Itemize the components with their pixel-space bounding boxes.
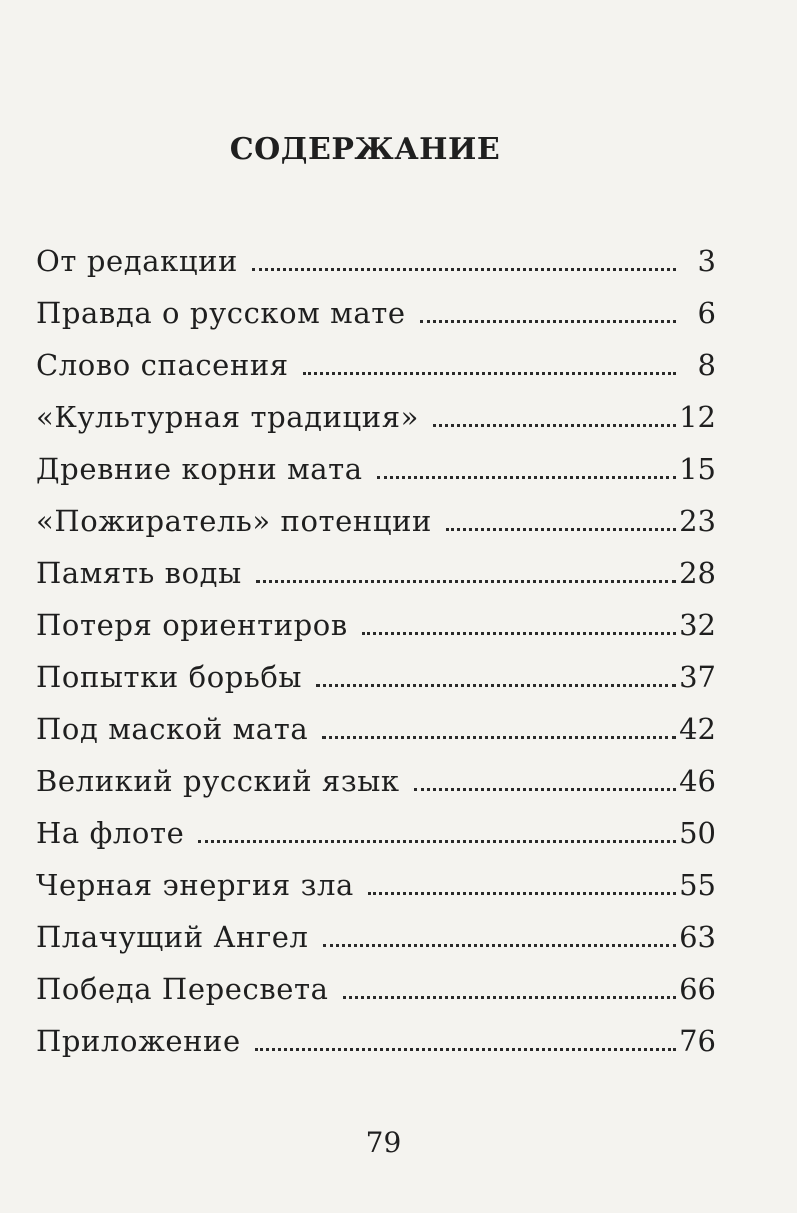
toc-entry-title: Великий русский язык bbox=[36, 764, 400, 798]
toc-entry-page: 12 bbox=[679, 400, 716, 434]
toc-entry-page: 3 bbox=[697, 244, 716, 278]
dot-leader bbox=[433, 424, 676, 427]
toc-entry-title: Черная энергия зла bbox=[36, 868, 354, 902]
toc-entry-page: 8 bbox=[697, 348, 716, 382]
toc-entry bbox=[36, 492, 716, 544]
dot-leader bbox=[362, 632, 676, 635]
toc-entry-page: 55 bbox=[679, 868, 716, 902]
toc-entry-page: 42 bbox=[679, 712, 716, 746]
dot-leader bbox=[368, 892, 676, 895]
toc-entry-page: 6 bbox=[697, 296, 716, 330]
toc-entry bbox=[36, 440, 716, 492]
toc-entry-title: Древние корни мата bbox=[36, 452, 363, 486]
toc-entry-title: «Пожиратель» потенции bbox=[36, 504, 432, 538]
toc-entry-title: Слово спасения bbox=[36, 348, 289, 382]
toc-entry-title: Плачущий Ангел bbox=[36, 920, 309, 954]
toc-entry-page: 46 bbox=[679, 764, 716, 798]
dot-leader bbox=[316, 684, 676, 687]
dot-leader bbox=[420, 320, 676, 323]
toc-entry-title: Приложение bbox=[36, 1024, 241, 1058]
dot-leader bbox=[377, 476, 676, 479]
dot-leader bbox=[323, 944, 676, 947]
toc-entry-title: Потеря ориентиров bbox=[36, 608, 348, 642]
toc-entry-title: Правда о русском мате bbox=[36, 296, 406, 330]
dot-leader bbox=[256, 580, 676, 583]
toc-entry-title: От редакции bbox=[36, 244, 238, 278]
toc-entry-title: Память воды bbox=[36, 556, 242, 590]
toc-entry-title: На флоте bbox=[36, 816, 185, 850]
toc-entry-page: 66 bbox=[679, 972, 716, 1006]
dot-leader bbox=[343, 996, 676, 999]
toc-entry bbox=[36, 908, 716, 960]
toc-entry-page: 32 bbox=[679, 608, 716, 642]
toc-entry-page: 15 bbox=[679, 452, 716, 486]
toc-entry bbox=[36, 752, 716, 804]
page-number: 79 bbox=[365, 1126, 402, 1159]
toc-entry bbox=[36, 336, 716, 388]
toc-entry bbox=[36, 232, 716, 284]
toc-entry-page: 76 bbox=[679, 1024, 716, 1058]
table-of-contents bbox=[36, 232, 716, 1064]
dot-leader bbox=[252, 268, 676, 271]
toc-entry bbox=[36, 596, 716, 648]
toc-entry bbox=[36, 960, 716, 1012]
toc-entry-title: Под маской мата bbox=[36, 712, 309, 746]
dot-leader bbox=[322, 736, 676, 739]
toc-entry bbox=[36, 804, 716, 856]
toc-entry bbox=[36, 700, 716, 752]
toc-entry bbox=[36, 388, 716, 440]
dot-leader bbox=[198, 840, 676, 843]
dot-leader bbox=[446, 528, 676, 531]
toc-entry bbox=[36, 856, 716, 908]
dot-leader bbox=[414, 788, 676, 791]
page-title: СОДЕРЖАНИЕ bbox=[229, 132, 501, 167]
dot-leader bbox=[303, 372, 676, 375]
toc-entry-page: 28 bbox=[679, 556, 716, 590]
toc-entry-title: «Культурная традиция» bbox=[36, 400, 419, 434]
toc-entry-page: 23 bbox=[679, 504, 716, 538]
toc-entry-page: 63 bbox=[679, 920, 716, 954]
toc-entry-title: Попытки борьбы bbox=[36, 660, 303, 694]
dot-leader bbox=[255, 1048, 676, 1051]
toc-entry bbox=[36, 544, 716, 596]
toc-entry bbox=[36, 1012, 716, 1064]
toc-entry-page: 37 bbox=[679, 660, 716, 694]
toc-entry bbox=[36, 648, 716, 700]
toc-entry-title: Победа Пересвета bbox=[36, 972, 329, 1006]
toc-entry bbox=[36, 284, 716, 336]
toc-entry-page: 50 bbox=[679, 816, 716, 850]
